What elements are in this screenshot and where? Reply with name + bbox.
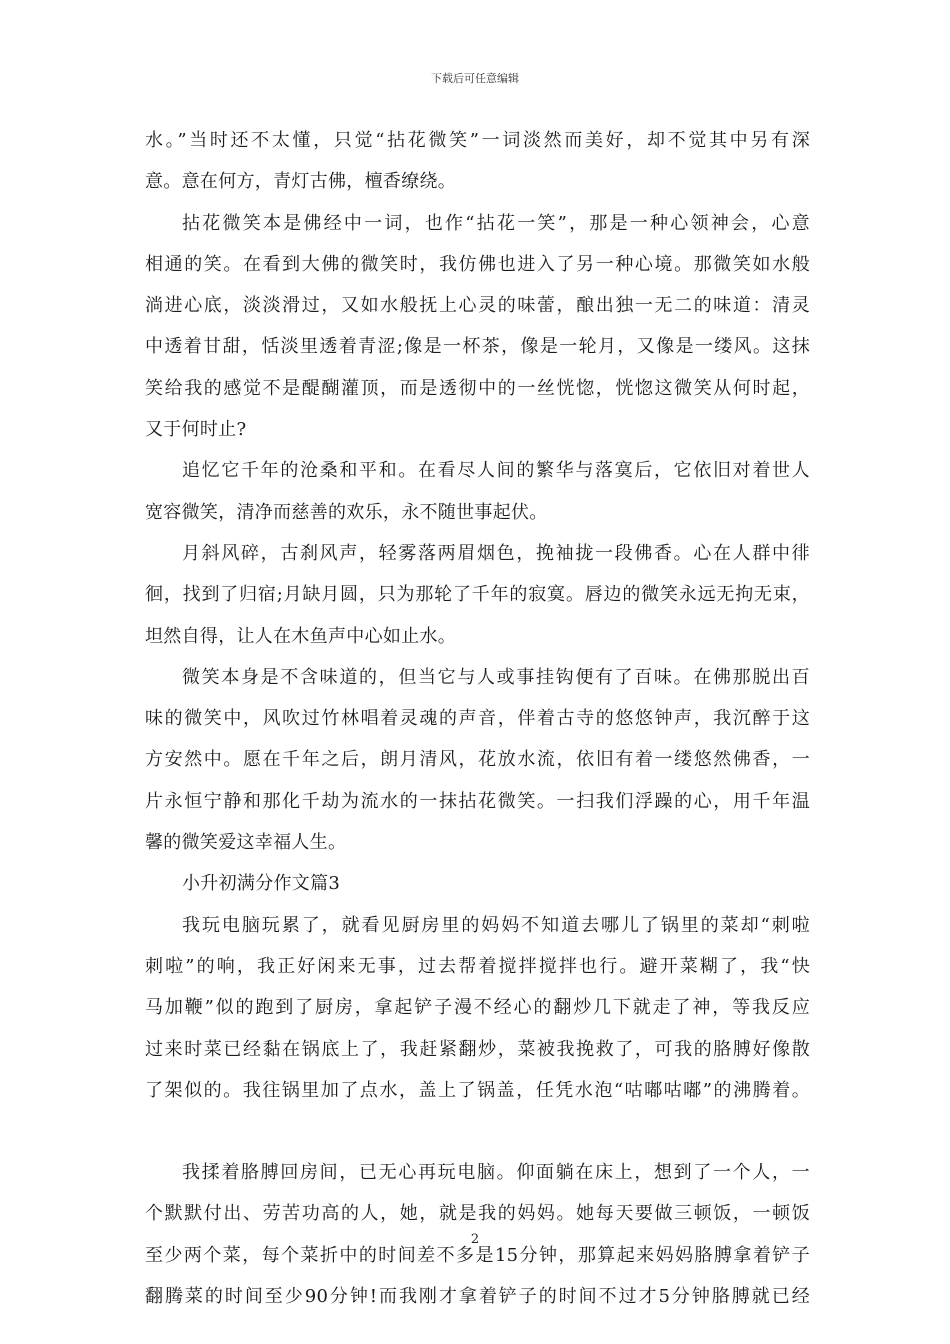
paragraph-first-line: 微笑本身是不含味道的，但当它与人或事挂钩便有了百味。在佛那脱出百 [182,666,810,688]
text-line: 坦然自得，让人在木鱼声中心如止水。 [145,625,457,647]
text-line: 中透着甘甜，恬淡里透着青涩;像是一杯茶，像是一轮月，又像是一缕风。这抹 [145,336,810,358]
text-line: 馨的微笑爱这幸福人生。 [145,832,347,854]
text-line: 水。”当时还不太懂，只觉“拈花微笑”一词淡然而美好，却不觉其中另有深 [145,130,810,151]
text-line: 淌进心底，淡淡滑过，又如水般抚上心灵的味蕾，酿出独一无二的味道：清灵 [145,295,810,317]
paragraph-first-line: 拈花微笑本是佛经中一词，也作“拈花一笑”，那是一种心领神会，心意 [182,212,810,234]
text-line: 笑给我的感觉不是醍醐灌顶，而是透彻中的一丝恍惚，恍惚这微笑从何时起， [145,377,810,399]
text-line: 马加鞭”似的跑到了厨房，拿起铲子漫不经心的翻炒几下就走了神，等我反应 [145,997,810,1019]
text-line: 片永恒宁静和那化千劫为流水的一抹拈花微笑。一扫我们浮躁的心，用千年温 [145,790,810,812]
paragraph-gap [145,1111,810,1152]
page-number: 2 [470,1232,480,1247]
paragraph-first-line: 月斜风碎，古刹风声，轻雾落两眉烟色，挽袖拢一段佛香。心在人群中徘 [182,542,810,564]
paragraph-first-line: 我玩电脑玩累了，就看见厨房里的妈妈不知道去哪儿了锅里的菜却“刺啦 [182,914,810,936]
section-heading: 小升初满分作文篇3 [182,873,341,895]
text-line: 翻腾菜的时间至少90分钟!而我刚才拿着铲子的时间不过才5分钟胳膊就已经 [145,1286,810,1308]
text-line: 至少两个菜，每个菜折中的时间差不多是15分钟，那算起来妈妈胳膊拿着铲子 [145,1244,810,1266]
text-line: 宽容微笑，清净而慈善的欢乐，永不随世事起伏。 [145,501,548,523]
text-line: 过来时菜已经黏在锅底上了，我赶紧翻炒，菜被我挽救了，可我的胳膊好像散 [145,1038,810,1060]
text-line: 又于何时止? [145,419,247,441]
text-line: 刺啦”的响，我正好闲来无事，过去帮着搅拌搅拌也行。避开菜糊了，我“快 [145,955,810,977]
text-line: 方安然中。愿在千年之后，朗月清风，花放水流，依旧有着一缕悠然佛香，一 [145,749,810,771]
text-line: 味的微笑中，风吹过竹林唱着灵魂的声音，伴着古寺的悠悠钟声，我沉醉于这 [145,708,810,730]
paragraph-first-line: 我揉着胳膊回房间，已无心再玩电脑。仰面躺在床上，想到了一个人，一 [182,1162,810,1184]
text-line: 了架似的。我往锅里加了点水，盖上了锅盖，任凭水泡“咕嘟咕嘟”的沸腾着。 [145,1079,810,1101]
page-header: 下载后可任意编辑 [431,72,519,85]
text-line: 个默默付出、劳苦功高的人，她，就是我的妈妈。她每天要做三顿饭，一顿饭 [145,1203,810,1225]
document-body [145,120,810,1317]
text-line: 徊，找到了归宿;月缺月圆，只为那轮了千年的寂寞。唇边的微笑永远无拘无束， [145,584,810,606]
text-line: 意。意在何方，青灯古佛，檀香缭绕。 [145,171,457,193]
paragraph-first-line: 追忆它千年的沧桑和平和。在看尽人间的繁华与落寞后，它依旧对着世人 [182,460,810,482]
text-line: 相通的笑。在看到大佛的微笑时，我仿佛也进入了另一种心境。那微笑如水般 [145,253,810,275]
